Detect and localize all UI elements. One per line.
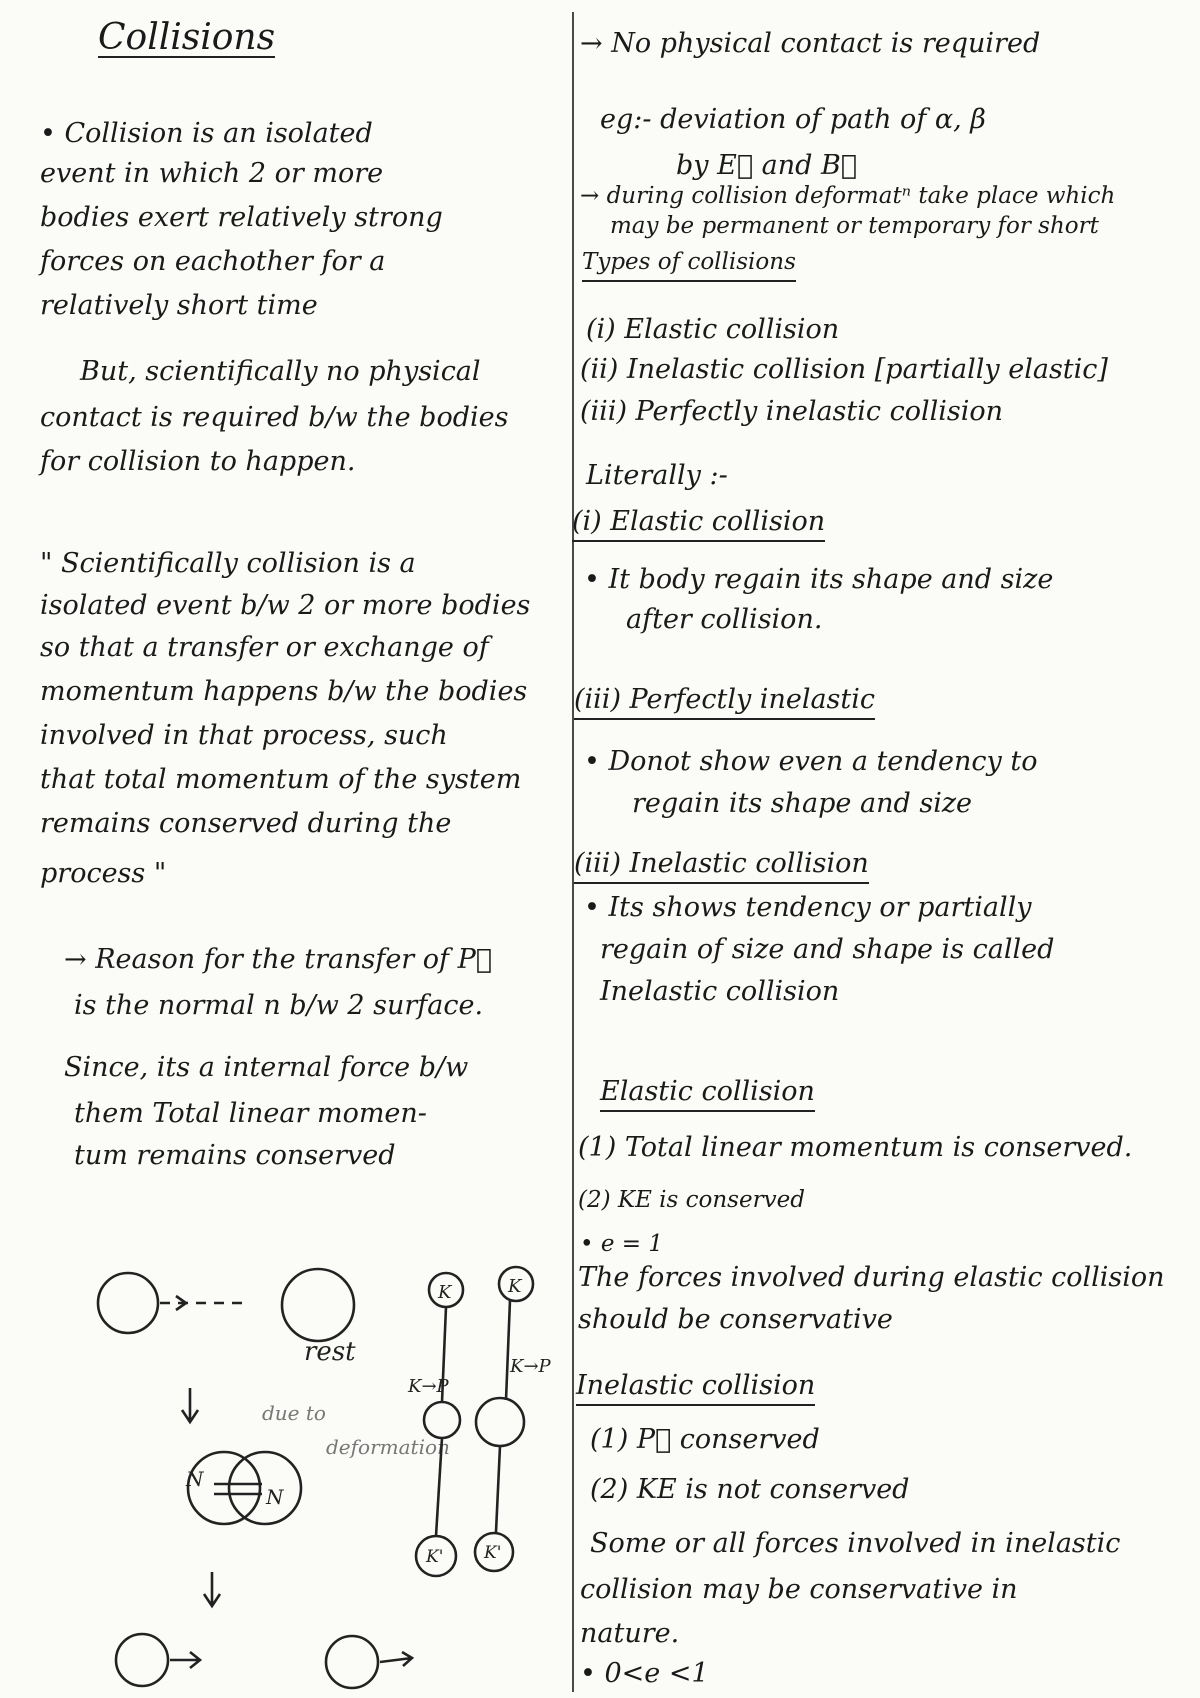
- quote-line: involved in that process, such: [40, 720, 448, 751]
- k-to-p-label: K→P: [408, 1376, 449, 1397]
- elastic-prop: The forces involved during elastic collision: [578, 1262, 1165, 1293]
- normal-force-label: N: [266, 1485, 284, 1509]
- down-arrow-icon: [204, 1572, 220, 1606]
- elastic-prop: should be conservative: [578, 1304, 893, 1335]
- contact-line: → during collision deformatⁿ take place which: [580, 183, 1116, 209]
- reason-line: tum remains conserved: [74, 1140, 396, 1171]
- inelastic-point: Inelastic collision: [600, 976, 840, 1007]
- contact-line: eg:- deviation of path of α, β: [600, 104, 986, 135]
- deformation-label: deformation: [326, 1435, 450, 1459]
- ball-icon: [229, 1452, 301, 1524]
- collision-sketch: [0, 0, 572, 1698]
- elastic-props-heading: Elastic collision: [600, 1076, 815, 1112]
- energy-bubble-icon: [476, 1398, 524, 1446]
- perfect-inelastic-point: regain its shape and size: [632, 788, 973, 819]
- types-heading: Types of collisions: [582, 246, 796, 282]
- type-item: (i) Elastic collision: [586, 314, 840, 345]
- literally-label: Literally :-: [586, 460, 728, 491]
- definition-line: forces on eachother for a: [40, 246, 386, 277]
- stem-line-icon: [506, 1300, 510, 1400]
- quote-line: momentum happens b/w the bodies: [40, 676, 528, 707]
- elastic-point: after collision.: [626, 604, 823, 635]
- definition-line: relatively short time: [40, 290, 318, 321]
- down-arrow-icon: [182, 1388, 198, 1422]
- k-prime-label: K': [426, 1547, 444, 1567]
- elastic-prop: • e = 1: [580, 1231, 664, 1257]
- page-title: Collisions: [98, 17, 276, 58]
- definition-line: bodies exert relatively strong: [40, 202, 443, 233]
- force-arrow-icon: [214, 1484, 262, 1494]
- quote-line: " Scientifically collision is a: [40, 548, 416, 579]
- elastic-point: • It body regain its shape and size: [584, 564, 1054, 595]
- inelastic-point: • Its shows tendency or partially: [584, 892, 1032, 923]
- inelastic-point: regain of size and shape is called: [600, 934, 1055, 965]
- k-label: K: [508, 1276, 522, 1297]
- normal-force-label: N: [186, 1467, 204, 1491]
- contact-line: → No physical contact is required: [580, 28, 1041, 59]
- definition-line: • Collision is an isolated: [40, 118, 373, 149]
- inelastic-prop: (1) P⃗ conserved: [590, 1424, 820, 1455]
- ball-icon: [282, 1269, 354, 1341]
- stem-line-icon: [496, 1446, 500, 1532]
- perfect-inelastic-heading: (iii) Perfectly inelastic: [574, 684, 875, 720]
- k-label: K: [438, 1282, 452, 1303]
- quote-line: so that a transfer or exchange of: [40, 632, 489, 663]
- ball-icon: [326, 1636, 378, 1688]
- inelastic-prop: collision may be conservative in: [580, 1574, 1018, 1605]
- type-item: (ii) Inelastic collision [partially elastic]: [580, 354, 1108, 385]
- ball-icon: [98, 1273, 158, 1333]
- inelastic-prop: Some or all forces involved in inelastic: [590, 1528, 1121, 1559]
- ball-icon: [116, 1634, 168, 1686]
- k-to-p-label: K→P: [510, 1356, 551, 1377]
- inelastic-prop: (2) KE is not conserved: [590, 1474, 910, 1505]
- definition-line: event in which 2 or more: [40, 158, 384, 189]
- arrow-icon: [380, 1652, 412, 1666]
- type-item: (iii) Perfectly inelastic collision: [580, 396, 1004, 427]
- inelastic-props-heading: Inelastic collision: [576, 1370, 815, 1406]
- arrow-icon: [170, 1652, 200, 1668]
- reason-line: Since, its a internal force b/w: [64, 1052, 469, 1083]
- inelastic-prop: nature.: [580, 1618, 680, 1649]
- inelastic-prop: • 0<e <1: [580, 1658, 709, 1689]
- but-line: But, scientifically no physical: [80, 356, 481, 387]
- rest-label: rest: [304, 1337, 356, 1367]
- but-line: contact is required b/w the bodies: [40, 402, 509, 433]
- perfect-inelastic-point: • Donot show even a tendency to: [584, 746, 1038, 777]
- quote-line: that total momentum of the system: [40, 764, 522, 795]
- energy-bubble-icon: [424, 1402, 460, 1438]
- reason-line: them Total linear momen-: [74, 1098, 427, 1129]
- inelastic-heading: (iii) Inelastic collision: [574, 848, 869, 884]
- contact-line: may be permanent or temporary for short: [610, 213, 1099, 239]
- k-prime-label: K': [484, 1543, 502, 1563]
- reason-line: → Reason for the transfer of P⃗: [64, 944, 492, 975]
- due-to-label: due to: [262, 1401, 326, 1425]
- quote-line: isolated event b/w 2 or more bodies: [40, 590, 531, 621]
- quote-line: remains conserved during the: [40, 808, 452, 839]
- elastic-prop: (2) KE is conserved: [578, 1187, 805, 1213]
- but-line: for collision to happen.: [40, 446, 356, 477]
- quote-line: process ": [40, 858, 167, 889]
- elastic-heading: (i) Elastic collision: [572, 506, 825, 542]
- elastic-prop: (1) Total linear momentum is conserved.: [578, 1132, 1133, 1163]
- reason-line: is the normal n b/w 2 surface.: [74, 990, 484, 1021]
- contact-line: by E⃗ and B⃗: [676, 150, 858, 181]
